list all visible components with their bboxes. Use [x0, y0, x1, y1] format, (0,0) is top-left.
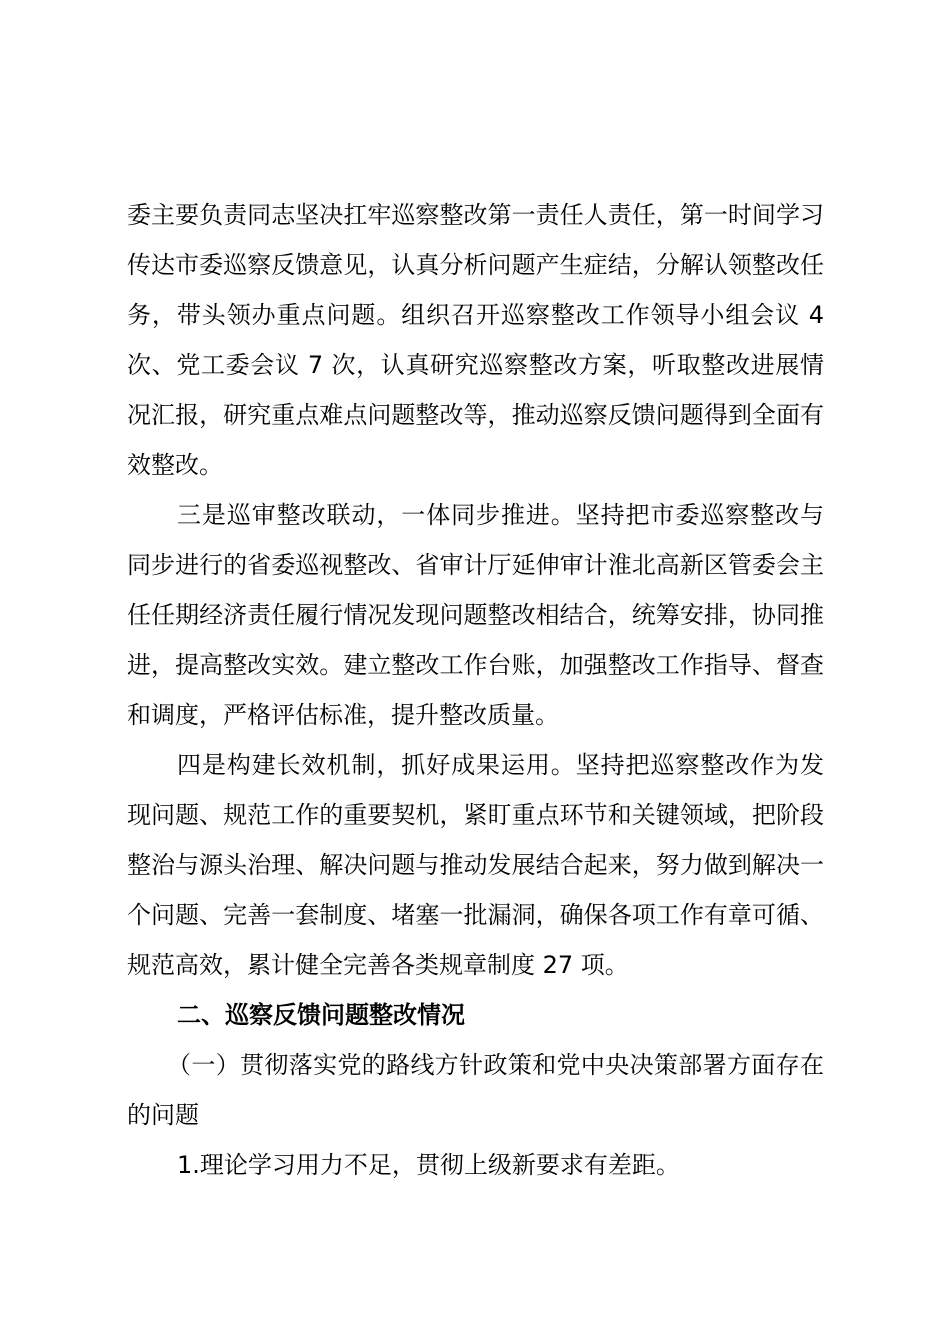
section-heading: 二、巡察反馈问题整改情况 — [177, 1001, 465, 1029]
list-item-heading: 1.理论学习用力不足，贯彻上级新要求有差距。 — [177, 1151, 680, 1179]
paragraph-continuation: 委主要负责同志坚决扛牢巡察整改第一责任人责任，第一时间学习传达市委巡察反馈意见，认真分析问题产生症结，分解认领整改任务，带头领办重点问题。组织召开巡察整改工作领导小组会议 4 次、党工委会议 7 次，认真研究巡察整改方案，听取整改进展情况汇报，研究重点难点问题整改等，推动巡察反馈问题得到全面有效整改。 — [127, 201, 824, 479]
paragraph-point-three: 三是巡审整改联动，一体同步推进。坚持把市委巡察整改与同步进行的省委巡视整改、省审计厅延伸审计淮北高新区管委会主任任期经济责任履行情况发现问题整改相结合，统筹安排，协同推进，提高整改实效。建立整改工作台账，加强整改工作指导、督查和调度，严格评估标准，提升整改质量。 — [127, 501, 824, 729]
subsection-heading: （一）贯彻落实党的路线方针政策和党中央决策部署方面存在的问题 — [127, 1051, 824, 1129]
paragraph-point-four: 四是构建长效机制，抓好成果运用。坚持把巡察整改作为发现问题、规范工作的重要契机，紧盯重点环节和关键领域，把阶段整治与源头治理、解决问题与推动发展结合起来，努力做到解决一个问题、完善一套制度、堵塞一批漏洞，确保各项工作有章可循、规范高效，累计健全完善各类规章制度 27 项。 — [127, 751, 824, 979]
document-body — [127, 190, 824, 1190]
